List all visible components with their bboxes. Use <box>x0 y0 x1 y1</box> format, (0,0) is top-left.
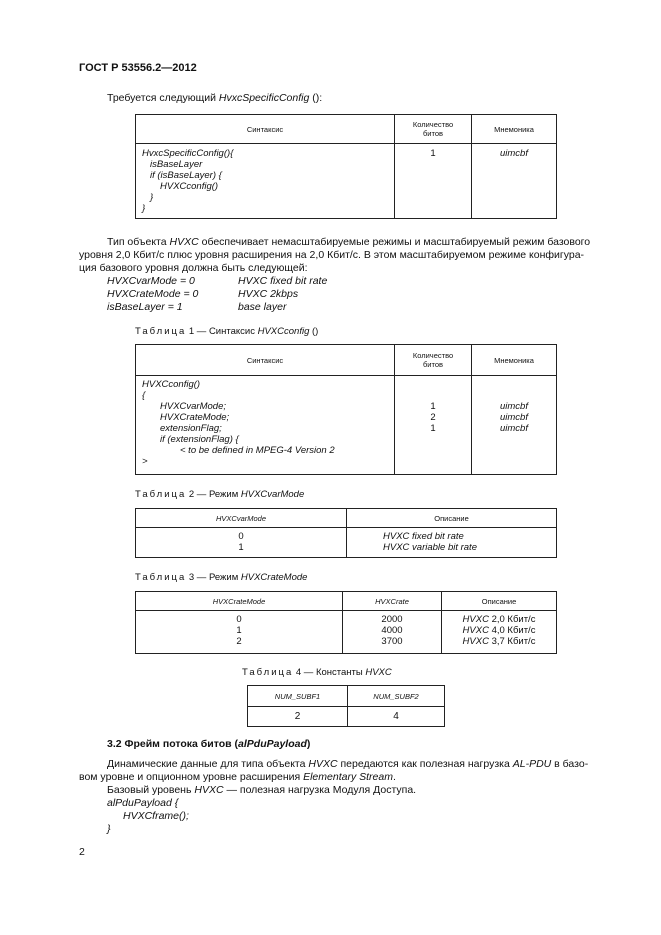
paragraph-2-line-2: вом уровне и опционном уровне расширения Elementary Stream. <box>79 771 396 783</box>
description-cell: HVXC fixed bit rate HVXC variable bit rate <box>347 528 557 558</box>
config-line: HVXCvarMode = 0 HVXC fixed bit rate <box>107 275 328 287</box>
code-line: HVXCframe(); <box>123 810 189 822</box>
paragraph-1-line-2: уровня 2,0 Кбит/с плюс уровня расширения на 2,0 Кбит/с. В этом масштабируемом режиме конфигура- <box>79 249 585 261</box>
bits-cell: 1 <box>395 144 472 219</box>
col-header-num-subf1: NUM_SUBF1 <box>248 686 348 707</box>
config-line: HVXCrateMode = 0 HVXC 2kbps <box>107 288 299 300</box>
config-line: isBaseLayer = 1 base layer <box>107 301 287 313</box>
document-header: ГОСТ Р 53556.2—2012 <box>79 62 197 74</box>
syntax-cell: HvxcSpecificConfig(){ isBaseLayer if (isBaseLayer) { HVXCconfig() } } <box>136 144 395 219</box>
col-header-rate: HVXCrate <box>343 592 442 611</box>
table-2-caption: Таблица 2 — Режим HVXCvarMode <box>135 489 305 500</box>
section-heading: 3.2 Фрейм потока битов (alPduPayload) <box>107 738 311 750</box>
col-header-bits: Количество битов <box>395 345 472 376</box>
syntax-cell: HVXCconfig() { HVXCvarMode; HVXCrateMode; extensionFlag; if (extensionFlag) { < to be defined in MPEG-4 Version 2 > <box>136 376 395 475</box>
table-4 <box>247 685 445 727</box>
bits-cell: 1 2 1 <box>395 376 472 475</box>
paragraph-1-line-3: ция базового уровня должна быть следующей: <box>79 262 308 274</box>
paragraph-2-line-1: Динамические данные для типа объекта HVXC передаются как полезная нагрузка AL-PDU в базо- <box>107 758 589 770</box>
col-header-num-subf2: NUM_SUBF2 <box>348 686 445 707</box>
mnemonic-cell: uimcbf <box>472 144 557 219</box>
col-header-mnemonic: Мнемоника <box>472 115 557 144</box>
rate-cell: 2000 4000 3700 <box>343 611 442 654</box>
paragraph-2-line-3: Базовый уровень HVXC — полезная нагрузка Модуля Доступа. <box>107 784 417 796</box>
value-cell: 2 <box>248 707 348 727</box>
table-1-caption: Таблица 1 — Синтаксис HVXCconfig () <box>135 326 319 337</box>
paragraph-1-line-1: Тип объекта HVXC обеспечивает немасштабируемые режимы и масштабируемый режим базового <box>107 236 591 248</box>
mode-cell: 0 1 2 <box>136 611 343 654</box>
col-header-description: Описание <box>347 509 557 528</box>
table-4-caption: Таблица 4 — Константы HVXC <box>242 667 392 678</box>
col-header-mnemonic: Мнемоника <box>472 345 557 376</box>
table-3-caption: Таблица 3 — Режим HVXCrateMode <box>135 572 308 583</box>
col-header-syntax: Синтаксис <box>136 115 395 144</box>
code-line: alPduPayload { <box>107 797 179 809</box>
table-2 <box>135 508 557 558</box>
page-number: 2 <box>79 846 85 858</box>
mode-cell: 0 1 <box>136 528 347 558</box>
col-header-syntax: Синтаксис <box>136 345 395 376</box>
table-3 <box>135 591 557 654</box>
specific-config-table <box>135 114 557 219</box>
col-header-mode: HVXCvarMode <box>136 509 347 528</box>
value-cell: 4 <box>348 707 445 727</box>
intro-line: Требуется следующий HvxcSpecificConfig (): <box>107 92 323 104</box>
col-header-mode: HVXCrateMode <box>136 592 343 611</box>
table-1 <box>135 344 557 475</box>
code-line: } <box>107 823 111 835</box>
col-header-description: Описание <box>442 592 557 611</box>
mnemonic-cell: uimcbf uimcbf uimcbf <box>472 376 557 475</box>
description-cell: HVXC 2,0 Кбит/с HVXC 4,0 Кбит/с HVXC 3,7 Кбит/с <box>442 611 557 654</box>
col-header-bits: Количество битов <box>395 115 472 144</box>
